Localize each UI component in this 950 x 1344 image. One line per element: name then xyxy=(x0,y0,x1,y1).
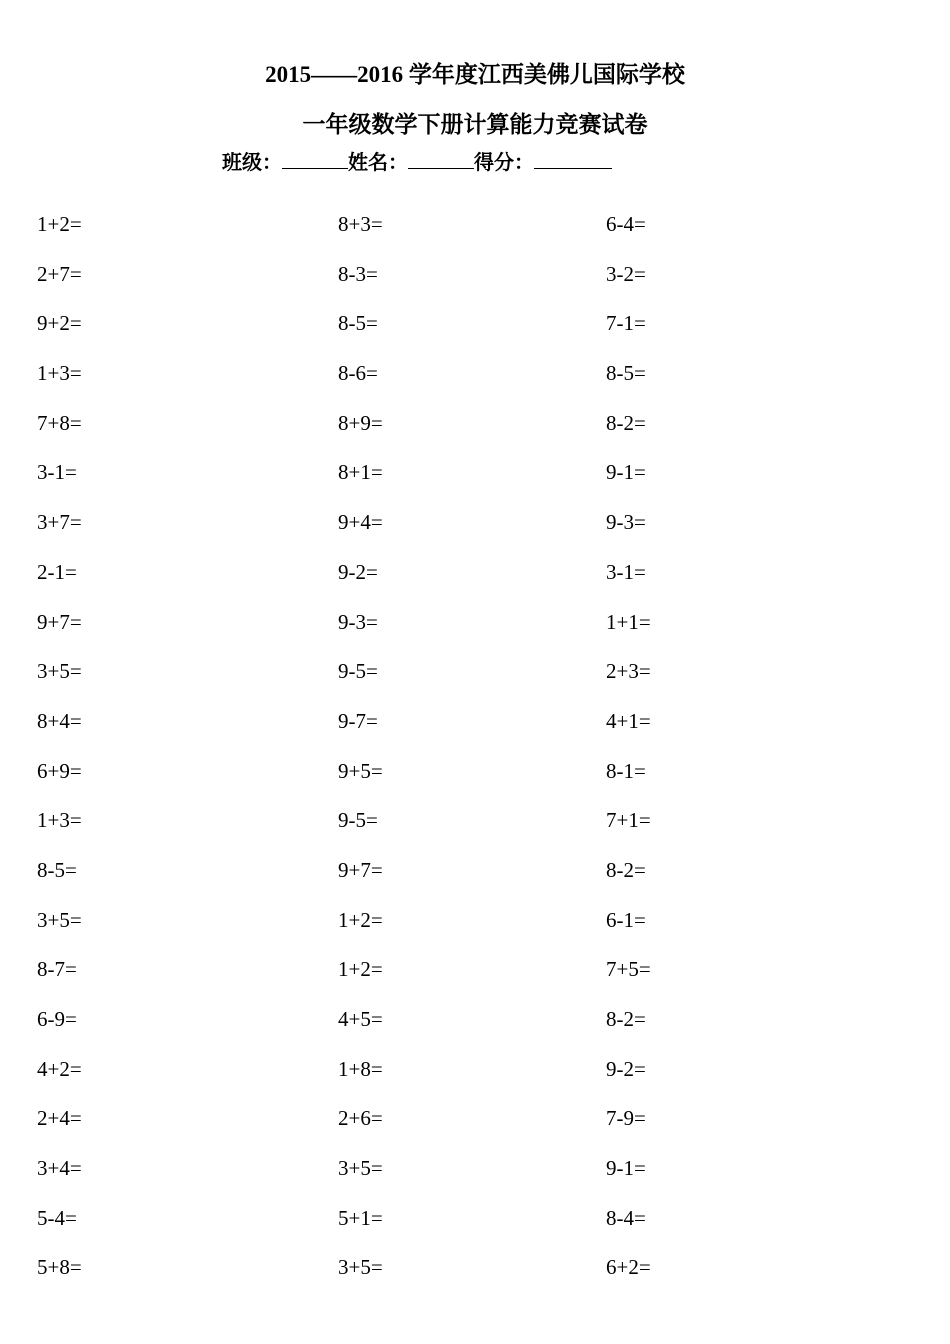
problem-item: 9-3= xyxy=(338,609,378,634)
problem-row xyxy=(0,553,950,603)
problem-row xyxy=(0,1000,950,1050)
problem-item: 3+5= xyxy=(338,1255,383,1280)
problem-item: 6+2= xyxy=(606,1255,651,1280)
problem-item: 3-1= xyxy=(37,460,77,485)
problem-item: 5-4= xyxy=(37,1205,77,1230)
problem-row xyxy=(0,503,950,553)
problem-item: 7+8= xyxy=(37,410,82,435)
problem-item: 6-9= xyxy=(37,1007,77,1031)
score-blank[interactable] xyxy=(534,148,612,169)
problem-item: 8-5= xyxy=(37,857,77,882)
problem-item: 8+4= xyxy=(37,708,82,733)
problem-item: 9-2= xyxy=(606,1056,646,1081)
problem-item: 5+8= xyxy=(37,1255,82,1280)
problem-row xyxy=(0,702,950,752)
name-blank[interactable] xyxy=(408,148,474,169)
class-blank[interactable] xyxy=(282,148,348,169)
problem-item: 6-1= xyxy=(606,907,646,932)
score-label: 得分： xyxy=(474,152,534,174)
problem-item: 8-2= xyxy=(606,1007,646,1031)
problem-row xyxy=(0,205,950,255)
problem-item: 9-1= xyxy=(606,1156,646,1181)
problem-item: 9+2= xyxy=(37,311,82,336)
problem-item: 8+9= xyxy=(338,410,383,435)
problem-item: 8-5= xyxy=(338,311,378,336)
page-title: 2015——2016 学年度江西美佛儿国际学校 xyxy=(265,62,685,87)
problem-item: 8+1= xyxy=(338,460,383,485)
problem-item: 8-7= xyxy=(37,957,77,982)
problem-item: 7-1= xyxy=(606,311,646,336)
problem-item: 3-2= xyxy=(606,261,646,286)
problem-item: 9+4= xyxy=(338,510,383,535)
problem-row xyxy=(0,304,950,354)
problem-row xyxy=(0,1149,950,1199)
problem-item: 3+7= xyxy=(37,510,82,535)
problem-item: 9+7= xyxy=(338,857,383,882)
problem-item: 2+3= xyxy=(606,659,651,684)
problem-row xyxy=(0,1199,950,1249)
problem-item: 8+3= xyxy=(338,212,383,236)
problem-row xyxy=(0,851,950,901)
problem-row xyxy=(0,1099,950,1149)
problem-item: 2+6= xyxy=(338,1106,383,1131)
problem-row xyxy=(0,652,950,702)
problem-item: 1+2= xyxy=(338,907,383,932)
problem-item: 2+7= xyxy=(37,261,82,286)
problem-grid xyxy=(0,205,950,1298)
problem-item: 1+8= xyxy=(338,1056,383,1081)
problem-item: 7+1= xyxy=(606,808,651,833)
problem-item: 6-4= xyxy=(606,212,646,236)
problem-item: 9+5= xyxy=(338,758,383,783)
problem-item: 3+5= xyxy=(338,1156,383,1181)
problem-item: 4+1= xyxy=(606,708,651,733)
problem-item: 8-5= xyxy=(606,361,646,386)
problem-item: 5+1= xyxy=(338,1205,383,1230)
problem-row xyxy=(0,354,950,404)
problem-item: 9-2= xyxy=(338,559,378,584)
problem-row xyxy=(0,453,950,503)
problem-row xyxy=(0,1248,950,1298)
name-label: 姓名： xyxy=(348,152,408,174)
problem-item: 8-1= xyxy=(606,758,646,783)
problem-item: 8-2= xyxy=(606,410,646,435)
student-info-line xyxy=(222,148,612,177)
problem-item: 8-3= xyxy=(338,261,378,286)
problem-item: 1+1= xyxy=(606,609,651,634)
problem-row xyxy=(0,603,950,653)
problem-item: 4+2= xyxy=(37,1056,82,1081)
problem-item: 3+5= xyxy=(37,659,82,684)
problem-item: 9-5= xyxy=(338,659,378,684)
problem-item: 2+4= xyxy=(37,1106,82,1131)
problem-item: 3+5= xyxy=(37,907,82,932)
problem-row xyxy=(0,801,950,851)
problem-item: 7-9= xyxy=(606,1106,646,1131)
problem-item: 1+2= xyxy=(338,957,383,982)
problem-item: 7+5= xyxy=(606,957,651,982)
problem-row xyxy=(0,950,950,1000)
problem-item: 8-4= xyxy=(606,1205,646,1230)
problem-item: 8-6= xyxy=(338,361,378,386)
problem-item: 9-7= xyxy=(338,708,378,733)
problem-item: 2-1= xyxy=(37,559,77,584)
problem-item: 9-3= xyxy=(606,510,646,535)
problem-item: 1+3= xyxy=(37,361,82,386)
class-label: 班级： xyxy=(222,152,282,174)
problem-item: 9+7= xyxy=(37,609,82,634)
problem-item: 6+9= xyxy=(37,758,82,783)
problem-row xyxy=(0,1050,950,1100)
problem-item: 8-2= xyxy=(606,857,646,882)
problem-row xyxy=(0,404,950,454)
problem-item: 9-1= xyxy=(606,460,646,485)
problem-item: 3+4= xyxy=(37,1156,82,1181)
problem-item: 9-5= xyxy=(338,808,378,833)
problem-item: 1+2= xyxy=(37,212,82,236)
page-subtitle: 一年级数学下册计算能力竞赛试卷 xyxy=(302,112,648,137)
problem-row xyxy=(0,752,950,802)
problem-row xyxy=(0,901,950,951)
problem-item: 4+5= xyxy=(338,1007,383,1031)
problem-item: 1+3= xyxy=(37,808,82,833)
problem-item: 3-1= xyxy=(606,559,646,584)
problem-row xyxy=(0,255,950,305)
